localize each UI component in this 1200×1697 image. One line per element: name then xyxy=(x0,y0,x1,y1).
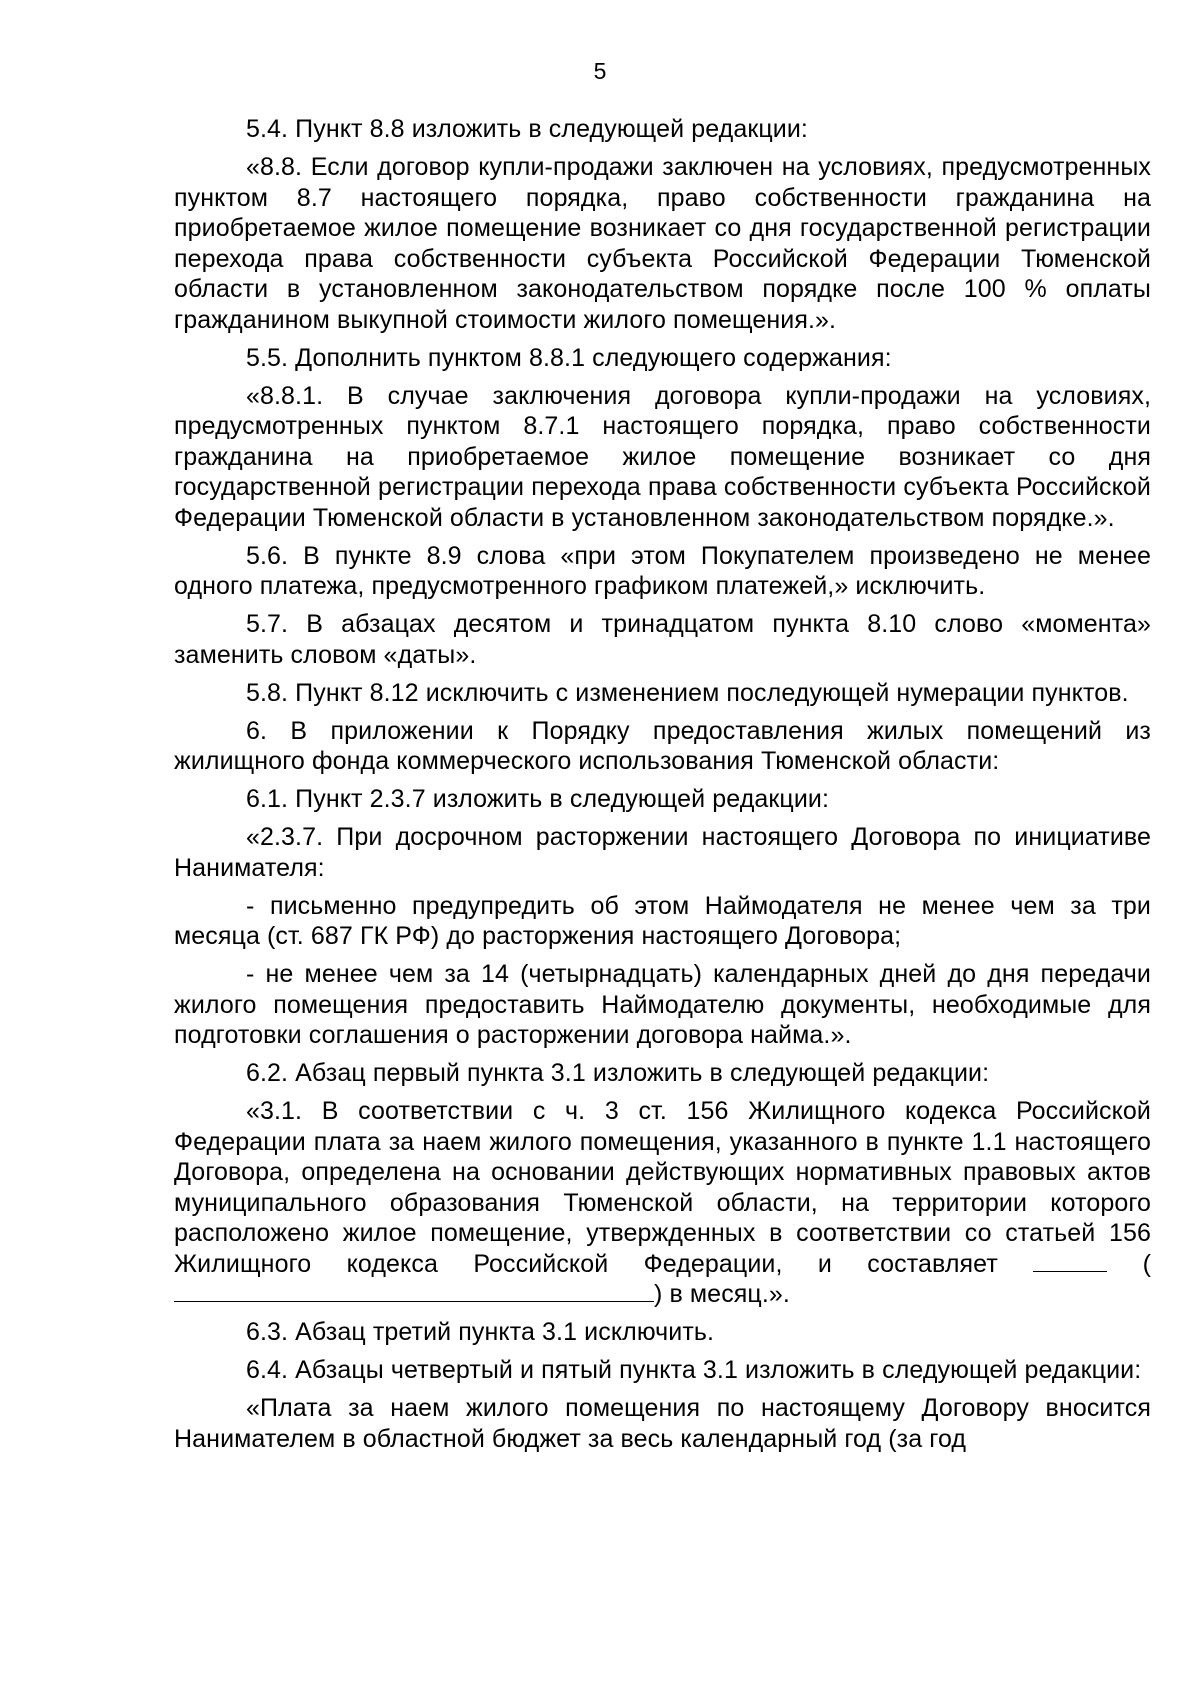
paragraph-6-3: 6.3. Абзац третий пункта 3.1 исключить. xyxy=(246,1318,715,1346)
paragraph-6-4: 6.4. Абзацы четвертый и пятый пункта 3.1 изложить в следующей редакции: xyxy=(246,1356,1142,1384)
paragraph-5-4: 5.4. Пункт 8.8 изложить в следующей редакции: xyxy=(246,115,808,143)
paragraph-plata: «Плата за наем жилого помещения по настоящему Договору вносится Нанимателем в областной бюджет за весь календарный год (за год xyxy=(174,1394,1151,1453)
paragraph-8-8-1: «8.8.1. В случае заключения договора купли-продажи на условиях, предусмотренных пунктом 8.7.1 настоящего порядка, право собственности гражданина на приобретаемое жилое помещение возникает со дня государственной регистрации перехода права собственности субъекта Российской Федерации Тюменской области в установленном законодательством порядке.». xyxy=(174,381,1151,532)
paragraph-5-5: 5.5. Дополнить пунктом 8.8.1 следующего содержания: xyxy=(246,343,892,372)
paragraph-3-1-tail: ) в месяц.». xyxy=(654,1280,790,1308)
paragraph-dash-1: - письменно предупредить об этом Наймодателя не менее чем за три месяца (ст. 687 ГК РФ) до расторжения настоящего Договора; xyxy=(174,891,1151,950)
open-paren: ( xyxy=(1142,1249,1151,1278)
document-body xyxy=(174,114,1151,1462)
page-number: 5 xyxy=(593,58,607,84)
paragraph-5-7: 5.7. В абзацах десятом и тринадцатом пункта 8.10 слово «момента» заменить словом «даты». xyxy=(174,610,1151,669)
paragraph-6-2: 6.2. Абзац первый пункта 3.1 изложить в следующей редакции: xyxy=(246,1059,990,1087)
paragraph-5-8: 5.8. Пункт 8.12 исключить с изменением последующей нумерации пунктов. xyxy=(246,678,1129,707)
paragraph-6-1: 6.1. Пункт 2.3.7 изложить в следующей редакции: xyxy=(246,785,830,813)
paragraph-8-8: «8.8. Если договор купли-продажи заключен на условиях, предусмотренных пунктом 8.7 настоящего порядка, право собственности гражданина на приобретаемое жилое помещение возникает со дня государственной регистрации перехода права собственности субъекта Российской Федерации Тюменской области в установленном законодательством порядке после 100 % оплаты гражданином выкупной стоимости жилого помещения.». xyxy=(174,153,1151,334)
paragraph-2-3-7: «2.3.7. При досрочном расторжении настоящего Договора по инициативе Нанимателя: xyxy=(174,823,1151,882)
paragraph-5-6: 5.6. В пункте 8.9 слова «при этом Покупателем произведено не менее одного платежа, предусмотренного графиком платежей,» исключить. xyxy=(174,541,1151,600)
paragraph-6: 6. В приложении к Порядку предоставления жилых помещений из жилищного фонда коммерческого использования Тюменской области: xyxy=(174,716,1151,775)
amount-blank xyxy=(1033,1249,1107,1272)
amount-words-blank xyxy=(174,1279,654,1302)
paragraph-3-1 xyxy=(174,1096,1151,1310)
paragraph-3-1-text: «3.1. В соответствии с ч. 3 ст. 156 Жилищного кодекса Российской Федерации плата за наем жилого помещения, указанного в пункте 1.1 настоящего Договора, определена на основании действующих нормативных правовых актов муниципального образования Тюменской области, на территории которого расположено жилое помещение, утвержденных в соответствии со статьей 156 Жилищного кодекса Российской Федерации, и составляет xyxy=(174,1097,1151,1278)
paragraph-dash-2: - не менее чем за 14 (четырнадцать) календарных дней до дня передачи жилого помещения предоставить Наймодателю документы, необходимые для подготовки соглашения о расторжении договора найма.». xyxy=(174,960,1151,1049)
